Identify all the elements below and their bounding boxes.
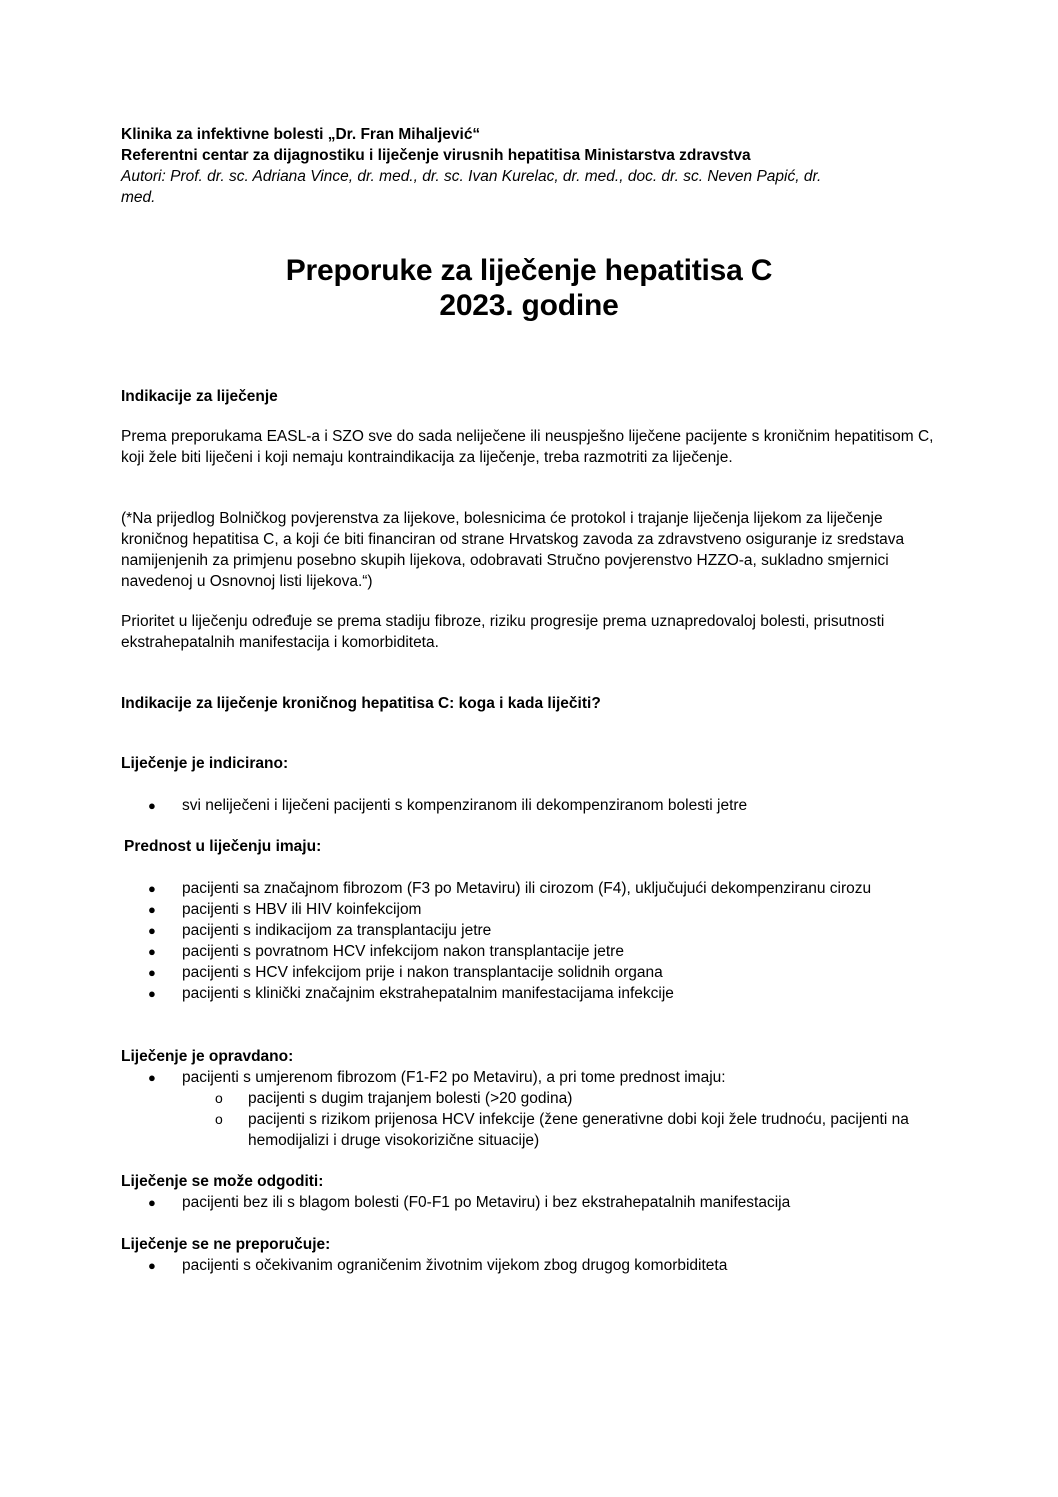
bullet-icon: ● [148,902,156,917]
list-treatment-indicated [121,795,921,816]
authors-line-1: Autori: Prof. dr. sc. Adriana Vince, dr. med., dr. sc. Ivan Kurelac, dr. med., doc. dr. sc. Neven Papić, dr. [121,168,822,185]
list-item: ● pacijenti s HBV ili HIV koinfekcijom [148,901,422,918]
list-item: ● pacijenti s indikacijom za transplantaciju jetre [148,922,492,939]
reference-center: Referentni centar za dijagnostiku i liječenje virusnih hepatitisa Ministarstva zdravstva [121,147,751,164]
list-item: ● pacijenti s povratnom HCV infekcijom nakon transplantacije jetre [148,943,624,960]
authors-line-2: med. [121,189,156,206]
heading-treatment-justified: Liječenje je opravdano: [121,1048,294,1065]
sublist-item: o pacijenti s rizikom prijenosa HCV infekcije (žene generativne dobi koji žele trudnoću, pacijenti na hemodijalizi i druge visokorizične situacije) [215,1111,909,1149]
paragraph-easl-recommendation: Prema preporukama EASL-a i SZO sve do sada neliječene ili neuspješno liječene pacijente s kroničnim hepatitisom C, koji žele biti liječeni i koji nemaju kontraindikacija za liječenje, treba razmotriti za liječenje. [121,428,934,466]
bullet-icon: ● [148,965,156,980]
list-item: ● pacijenti s umjerenom fibrozom (F1-F2 po Metaviru), a pri tome prednost imaju: o pacijenti s dugim trajanjem bolesti (>20 godina) o pacijenti s rizikom prijenosa HCV infekcije (žene generativne dobi koji žele trudnoću, pacijenti na hemodijalizi i druge visokorizične situacije) [121,1067,921,1151]
list-treatment-justified [121,1067,921,1151]
sublist-justified [182,1088,921,1151]
list-treatment-not-recommended [121,1255,921,1276]
bullet-icon: ● [148,1258,156,1273]
sublist-item: o pacijenti s dugim trajanjem bolesti (>20 godina) [215,1090,573,1107]
bullet-icon: ● [148,798,156,813]
list-item: ● svi neliječeni i liječeni pacijenti s kompenziranom ili dekompenziranom bolesti jetre [148,797,748,814]
paragraph-priority: Prioritet u liječenju određuje se prema stadiju fibroze, riziku progresije prema uznapredovaloj bolesti, prisutnosti ekstrahepatalnih manifestacija i komorbiditeta. [121,613,885,651]
paragraph-hzzo-note: (*Na prijedlog Bolničkog povjerenstva za lijekove, bolesnicima će protokol i trajanje liječenja lijekom za liječenje kroničnog hepatitisa C, a koji će biti financiran od strane Hrvatskog zavoda za zdravstveno osiguranje iz sredstava namijenjenih za primjenu posebno skupih lijekova, odobravati Stručno povjerenstvo HZZO-a, sukladno smjernici navedenoj u Osnovnoj listi lijekova.“) [121,510,905,590]
heading-priority: Prednost u liječenju imaju: [124,838,322,855]
bullet-icon: ● [148,944,156,959]
list-item: ● pacijenti s očekivanim ograničenim životnim vijekom zbog drugog komorbiditeta [148,1257,728,1274]
document-subtitle-year: 2023. godine [439,289,619,322]
heading-treatment-not-recommended: Liječenje se ne preporučuje: [121,1236,331,1253]
list-item: ● pacijenti s HCV infekcijom prije i nakon transplantacije solidnih organa [148,964,663,981]
section-heading-who-when: Indikacije za liječenje kroničnog hepatitisa C: koga i kada liječiti? [121,695,601,712]
heading-treatment-indicated: Liječenje je indicirano: [121,755,289,772]
bullet-icon: ● [148,986,156,1001]
list-item: ● pacijenti s klinički značajnim ekstrahepatalnim manifestacijama infekcije [148,985,674,1002]
list-item: ● pacijenti sa značajnom fibrozom (F3 po Metaviru) ili cirozom (F4), uključujući dekompenziranu cirozu [148,880,872,897]
document-title: Preporuke za liječenje hepatitisa C [285,254,773,287]
section-heading-indications: Indikacije za liječenje [121,388,278,405]
bullet-icon: ● [148,1195,156,1210]
hollow-bullet-icon: o [215,1090,223,1106]
hollow-bullet-icon: o [215,1111,223,1127]
list-priority [121,878,921,1004]
bullet-icon: ● [148,881,156,896]
heading-treatment-postpone: Liječenje se može odgoditi: [121,1173,324,1190]
bullet-icon: ● [148,1070,156,1085]
bullet-icon: ● [148,923,156,938]
list-item: ● pacijenti bez ili s blagom bolesti (F0-F1 po Metaviru) i bez ekstrahepatalnih manifestacija [148,1194,791,1211]
institution-name: Klinika za infektivne bolesti „Dr. Fran Mihaljević“ [121,126,481,143]
list-treatment-postpone [121,1192,921,1213]
